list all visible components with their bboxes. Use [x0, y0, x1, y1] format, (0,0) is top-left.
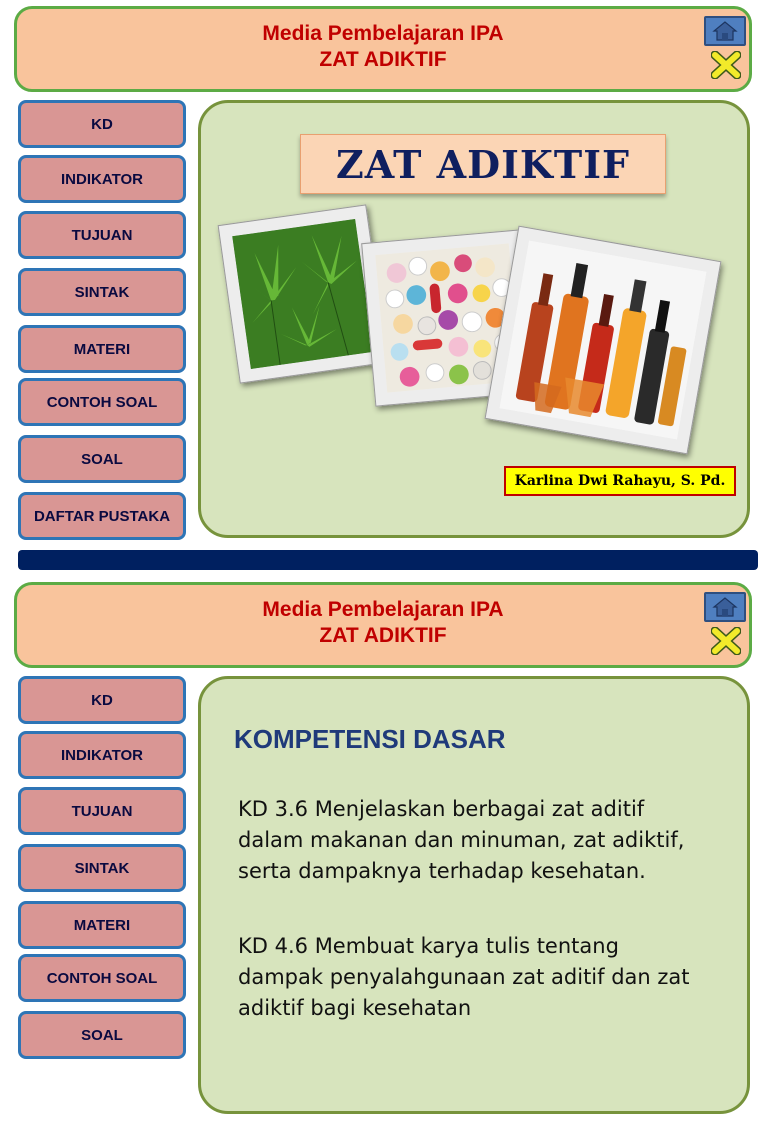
slide-title — [0, 0, 768, 560]
close-icon — [711, 51, 741, 79]
home-button[interactable] — [704, 16, 746, 46]
close-icon — [711, 627, 741, 655]
nav-item-materi[interactable]: MATERI — [18, 901, 186, 949]
nav-item-sintak[interactable]: SINTAK — [18, 268, 186, 316]
nav-item-soal[interactable]: SOAL — [18, 435, 186, 483]
nav-item-tujuan[interactable]: TUJUAN — [18, 211, 186, 259]
nav-item-indikator[interactable]: INDIKATOR — [18, 731, 186, 779]
kd-3-6-text: KD 3.6 Menjelaskan berbagai zat aditif dalam makanan dan minuman, zat adiktif, serta dampaknya terhadap kesehatan. — [238, 797, 685, 883]
header-title: Media Pembelajaran IPA — [262, 598, 504, 621]
nav-item-contoh-soal[interactable]: CONTOH SOAL — [18, 378, 186, 426]
nav-item-contoh-soal[interactable]: CONTOH SOAL — [18, 954, 186, 1002]
home-icon — [712, 20, 738, 42]
nav-item-daftar-pustaka[interactable]: DAFTAR PUSTAKA — [18, 492, 186, 540]
home-icon — [712, 596, 738, 618]
nav-item-sintak[interactable]: SINTAK — [18, 844, 186, 892]
cannabis-leaves-photo — [218, 204, 389, 383]
nav-item-materi[interactable]: MATERI — [18, 325, 186, 373]
nav-item-indikator[interactable]: INDIKATOR — [18, 155, 186, 203]
header-title: Media Pembelajaran IPA — [262, 22, 504, 45]
close-button[interactable] — [710, 50, 742, 80]
slide-divider — [18, 550, 758, 570]
close-button[interactable] — [710, 626, 742, 656]
header-subtitle: ZAT ADIKTIF — [319, 624, 447, 647]
kd-heading: KOMPETENSI DASAR — [234, 724, 506, 754]
slide-title-box: ZAT ADIKTIF — [300, 134, 666, 194]
header-banner — [14, 582, 752, 668]
nav-item-kd[interactable]: KD — [18, 100, 186, 148]
nav-item-kd[interactable]: KD — [18, 676, 186, 724]
kd-4-6-text: KD 4.6 Membuat karya tulis tentang dampak penyalahgunaan zat aditif dan zat adiktif bagi kesehatan — [238, 934, 690, 1020]
header-banner — [14, 6, 752, 92]
alcohol-bottles-photo — [485, 226, 722, 455]
header-subtitle: ZAT ADIKTIF — [319, 48, 447, 71]
author-label: Karlina Dwi Rahayu, S. Pd. — [504, 466, 736, 496]
slide-kompetensi-dasar — [0, 576, 768, 1136]
home-button[interactable] — [704, 592, 746, 622]
nav-item-soal[interactable]: SOAL — [18, 1011, 186, 1059]
nav-item-tujuan[interactable]: TUJUAN — [18, 787, 186, 835]
